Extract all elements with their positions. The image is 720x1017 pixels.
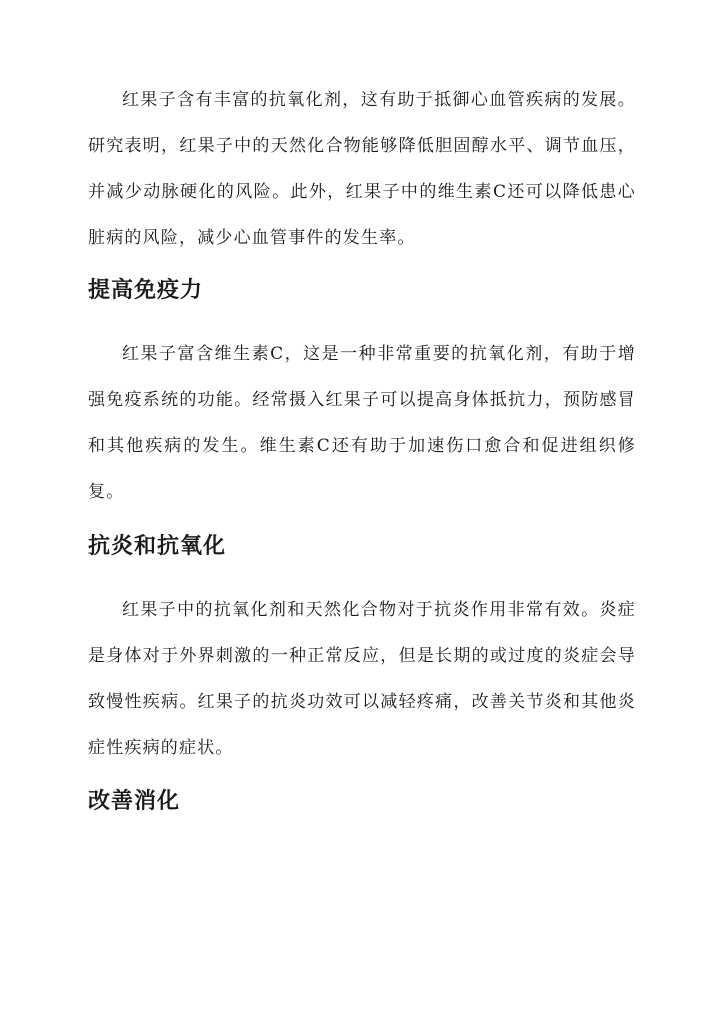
heading-immunity: 提高免疫力 — [88, 277, 204, 303]
paragraph-immunity: 红果子富含维生素C，这是一种非常重要的抗氧化剂，有助于增强免疫系统的功能。经常摄入红果子可以提高身体抵抗力，预防感冒和其他疾病的发生。维生素C还有助于加速伤口愈合和促进组织修复。 — [88, 344, 636, 502]
paragraph-cardiovascular: 红果子含有丰富的抗氧化剂，这有助于抵御心血管疾病的发展。研究表明，红果子中的天然化合物能够降低胆固醇水平、调节血压，并减少动脉硬化的风险。此外，红果子中的维生素C还可以降低患心脏病的风险，减少心血管事件的发生率。 — [88, 90, 636, 248]
paragraph-anti-inflammatory: 红果子中的抗氧化剂和天然化合物对于抗炎作用非常有效。炎症是身体对于外界刺激的一种正常反应，但是长期的或过度的炎症会导致慢性疾病。红果子的抗炎功效可以减轻疼痛，改善关节炎和其他炎症性疾病的症状。 — [88, 600, 636, 758]
heading-anti-inflammatory: 抗炎和抗氧化 — [88, 533, 227, 559]
heading-digestion: 改善消化 — [88, 788, 181, 814]
